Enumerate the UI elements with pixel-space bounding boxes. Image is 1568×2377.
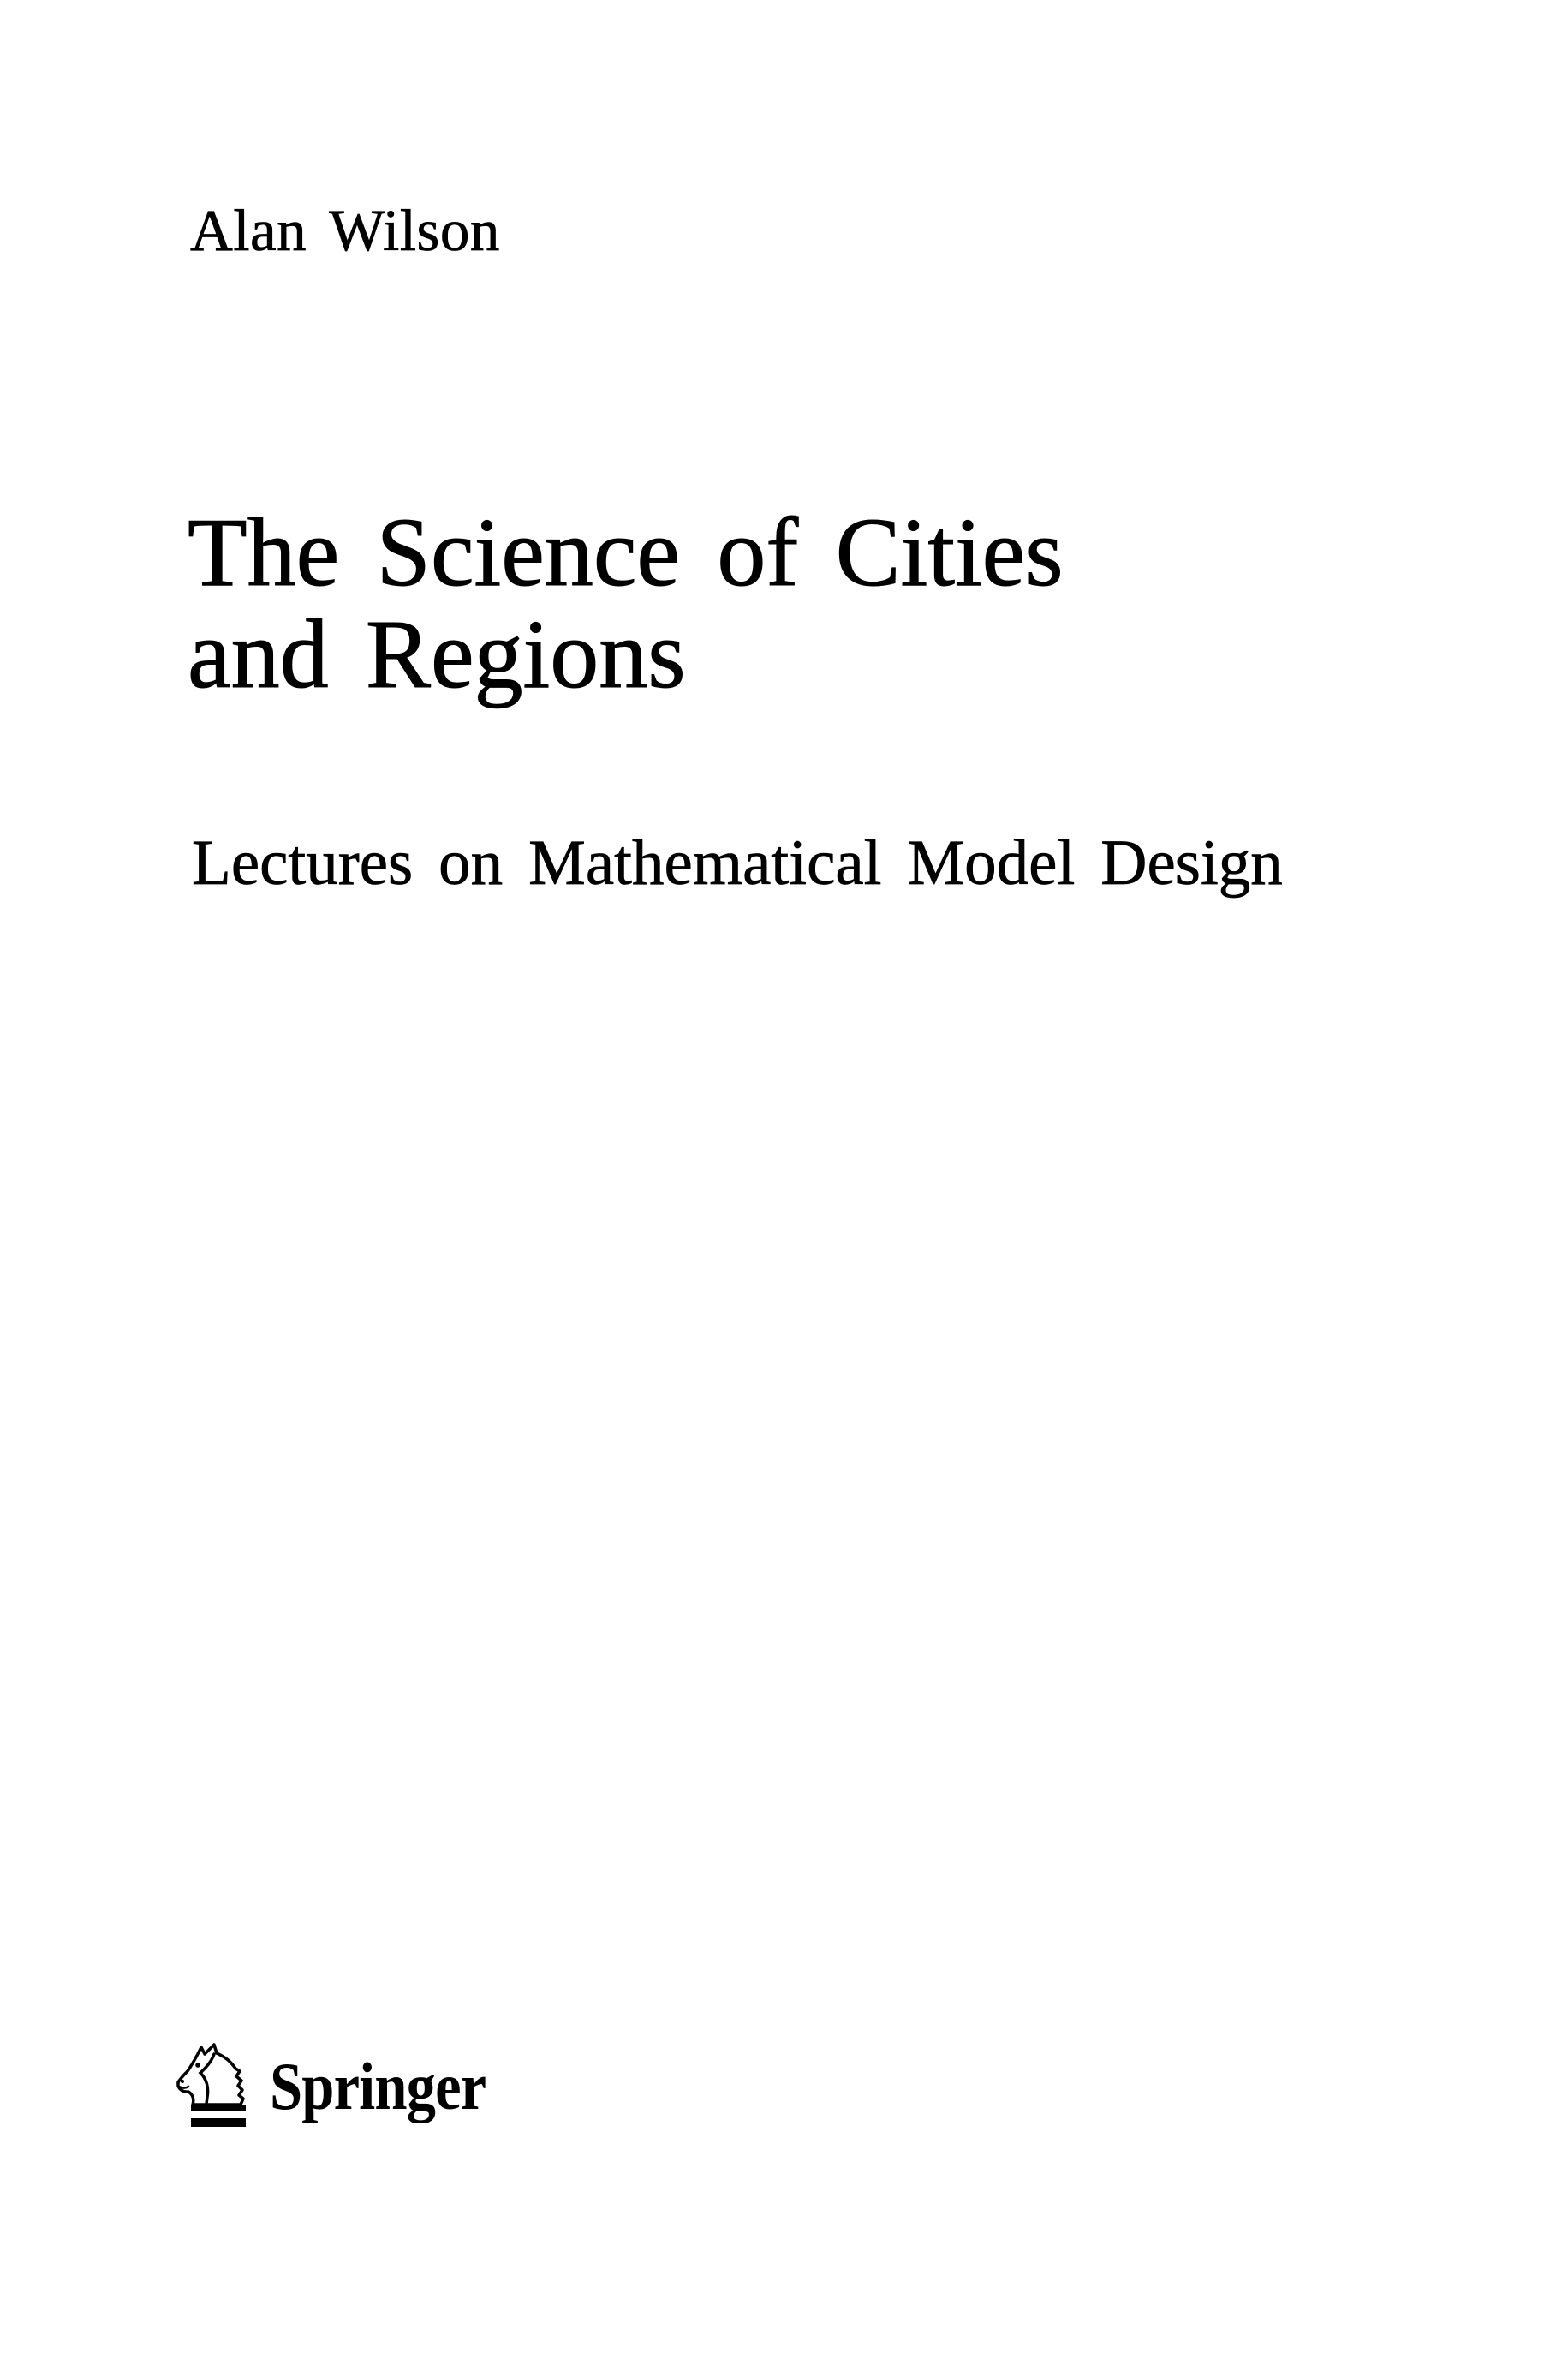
book-title-line2: and Regions [188,600,686,708]
publisher-name: Springer [270,2049,486,2123]
springer-horse-knight-icon [176,2043,248,2130]
book-subtitle: Lectures on Mathematical Model Design [192,827,1283,899]
book-title [188,498,1064,708]
author-name: Alan Wilson [190,198,500,263]
book-title-line1: The Science of Cities [188,498,1064,606]
